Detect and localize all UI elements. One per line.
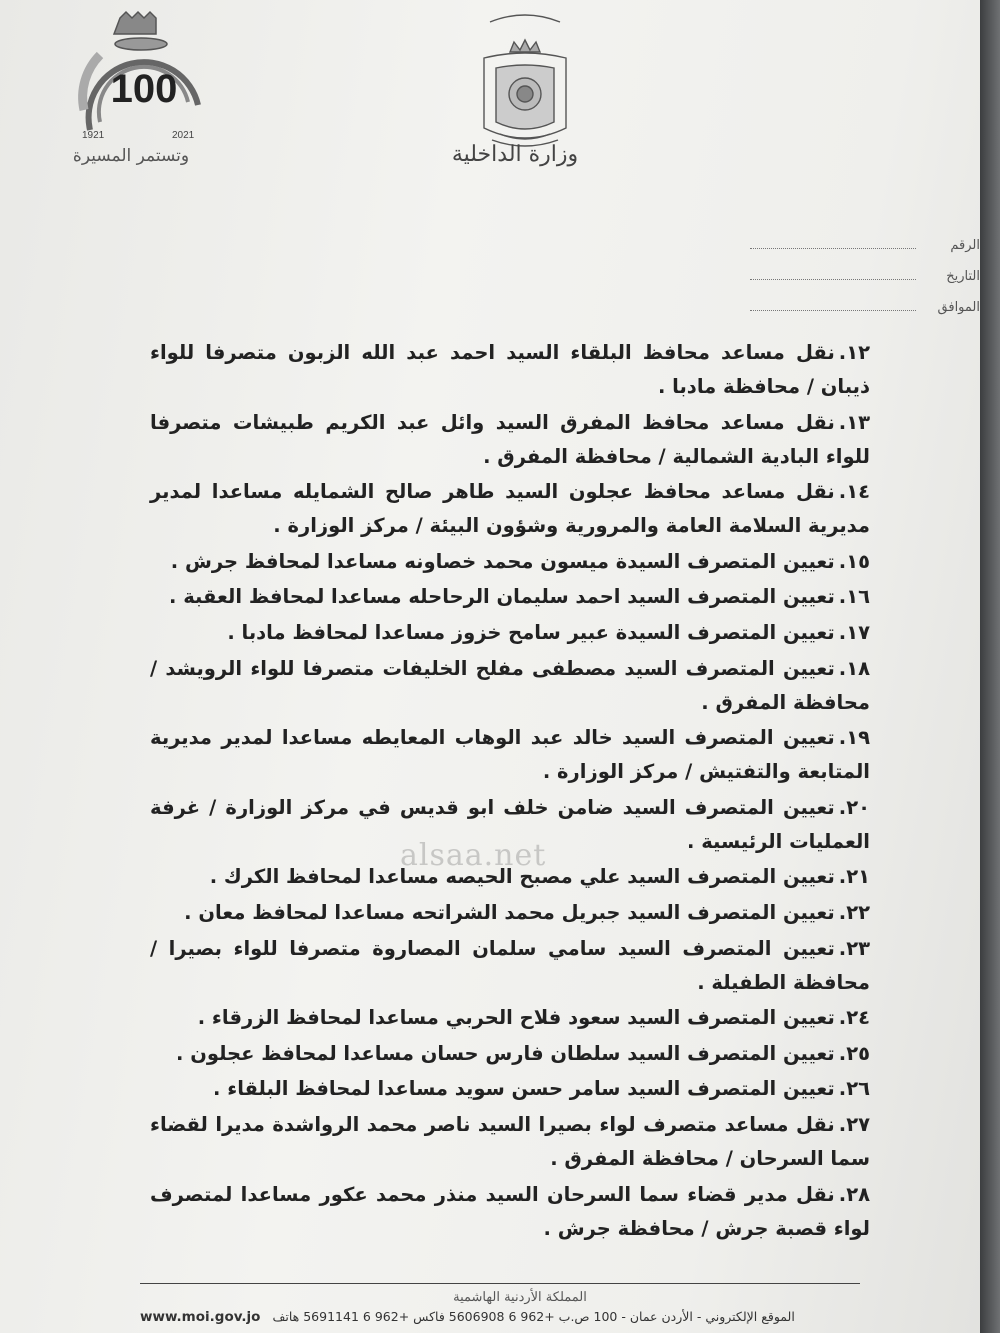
footer-kingdom: المملكة الأردنية الهاشمية: [453, 1290, 587, 1305]
item-text: تعيين المتصرف السيد مصطفى مفلح الخليفات متصرفا للواء الرويشد / محافظة المفرق .: [150, 656, 870, 714]
item-number: ١٢.: [838, 341, 870, 364]
list-item: [150, 1037, 870, 1071]
reference-number-label: الرقم: [950, 238, 980, 253]
decree-list: [150, 336, 870, 1247]
list-item: [150, 721, 870, 789]
item-text: تعيين المتصرف السيد علي مصبح الحيصه مساعدا لمحافظ الكرك .: [209, 865, 835, 889]
ministry-name: وزارة الداخلية: [451, 142, 579, 167]
dotted-line: [750, 247, 916, 249]
item-text: تعيين المتصرف السيد سامر حسن سويد مساعدا لمحافظ البلقاء .: [213, 1077, 835, 1101]
centenary-year-start: 1921: [82, 130, 105, 141]
reference-corresponding-label: الموافق: [937, 300, 980, 315]
centenary-tagline: وتستمر المسيرة: [72, 146, 190, 166]
item-text: نقل مساعد متصرف لواء بصيرا السيد ناصر محمد الرواشدة مديرا لقضاء سما السرحان / محافظة المفرق .: [150, 1112, 870, 1170]
list-item: [150, 406, 870, 474]
footer-contact: [140, 1309, 860, 1325]
item-text: نقل مساعد محافظ عجلون السيد طاهر صالح الشمايله مساعدا لمدير مديرية السلامة العامة والمرورية وشؤون البيئة / مركز الوزارة .: [150, 480, 870, 538]
centenary-year-end: 2021: [172, 130, 195, 141]
item-number: ١٤.: [838, 480, 870, 504]
item-text: تعيين المتصرف السيد سامي سلمان المصاروة متصرفا للواء بصيرا / محافظة الطفيلة .: [150, 936, 870, 994]
item-number: ١٣.: [838, 410, 870, 434]
dotted-line: [750, 278, 916, 280]
item-number: ٢٢.: [838, 900, 870, 924]
item-number: ١٦.: [838, 585, 870, 609]
item-text: نقل مساعد محافظ المفرق السيد وائل عبد الكريم طبيشات متصرفا للواء البادية الشمالية / محافظة المفرق .: [150, 410, 870, 468]
footer-website-link[interactable]: www.moi.gov.jo: [140, 1309, 261, 1325]
list-item: [150, 932, 870, 1000]
reference-number-field: [750, 222, 980, 253]
centenary-number: 100: [110, 67, 178, 111]
watermark: alsaa.net: [400, 838, 547, 873]
reference-corresponding-field: [750, 284, 980, 315]
list-item: [150, 652, 870, 720]
item-number: ١٨.: [838, 656, 870, 680]
reference-date-field: [750, 253, 980, 284]
list-item: [150, 580, 870, 614]
reference-fields: [750, 222, 980, 315]
item-text: تعيين المتصرف السيد خالد عبد الوهاب المعايطه مساعدا لمدير مديرية المتابعة والتفتيش / مركز الوزارة .: [150, 726, 870, 784]
list-item: [150, 1178, 870, 1246]
item-text: تعيين المتصرف السيد جبريل محمد الشراتحه مساعدا لمحافظ معان .: [184, 900, 835, 924]
list-item: [150, 896, 870, 930]
dotted-line: [750, 309, 916, 311]
item-number: ١٧.: [838, 620, 870, 644]
item-text: تعيين المتصرف السيد ضامن خلف ابو قديس في مركز الوزارة / غرفة العمليات الرئيسية .: [150, 795, 870, 853]
item-number: ٢٨.: [838, 1182, 870, 1206]
item-number: ٢٣.: [838, 936, 870, 960]
item-text: تعيين المتصرف السيدة ميسون محمد خصاونه مساعدا لمحافظ جرش .: [170, 549, 835, 573]
item-text: تعيين المتصرف السيد احمد سليمان الرحاحله مساعدا لمحافظ العقبة .: [169, 585, 835, 609]
item-text: تعيين المتصرف السيد سعود فلاح الحربي مساعدا لمحافظ الزرقاء .: [197, 1006, 835, 1030]
item-number: ٢٤.: [838, 1006, 870, 1030]
item-number: ٢٥.: [838, 1041, 870, 1065]
item-number: ٢٠.: [838, 795, 870, 819]
list-item: [150, 1072, 870, 1106]
reference-date-label: التاريخ: [946, 269, 980, 284]
list-item: [150, 545, 870, 579]
footer-divider: [140, 1283, 860, 1284]
item-number: ٢٦.: [838, 1077, 870, 1101]
list-item: [150, 336, 870, 404]
list-item: [150, 616, 870, 650]
item-text: نقل مدير قضاء سما السرحان السيد منذر محمد عكور مساعدا لمتصرف لواء قصبة جرش / محافظة جرش .: [150, 1182, 870, 1240]
item-number: ١٩.: [838, 726, 870, 750]
list-item: [150, 1108, 870, 1176]
item-text: تعيين المتصرف السيدة عبير سامح خزوز مساعدا لمحافظ مادبا .: [227, 620, 835, 644]
item-number: ٢١.: [838, 865, 870, 889]
item-number: ٢٧.: [838, 1112, 870, 1136]
list-item: [150, 475, 870, 543]
list-item: [150, 1001, 870, 1035]
item-text: نقل مساعد محافظ البلقاء السيد احمد عبد الله الزبون متصرفا للواء ذيبان / محافظة مادبا .: [150, 341, 870, 398]
footer-address: الموقع الإلكتروني - الأردن عمان - 100 ص.ب +962 6 5606908 فاكس +962 6 5691141 هاتف: [272, 1309, 795, 1324]
item-text: تعيين المتصرف السيد سلطان فارس حسان مساعدا لمحافظ عجلون .: [176, 1041, 835, 1065]
item-number: ١٥.: [838, 549, 870, 573]
